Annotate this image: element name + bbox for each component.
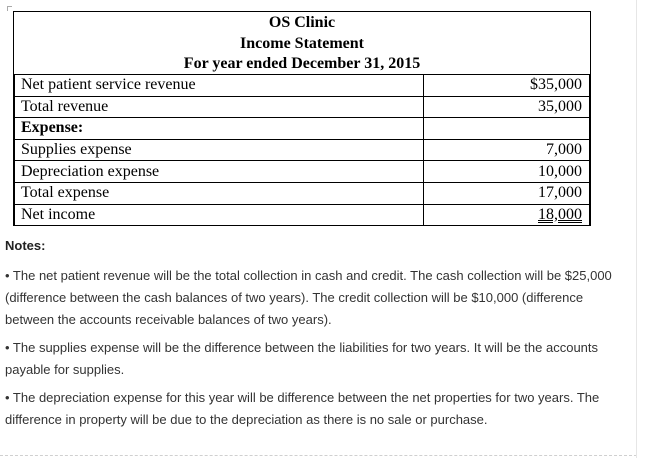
- table-row: [15, 204, 590, 226]
- row-amount: 10,000: [424, 161, 590, 183]
- row-amount: 17,000: [424, 182, 590, 204]
- notes-title: Notes:: [5, 238, 46, 253]
- table-corner-mark: [7, 6, 12, 11]
- row-label: Depreciation expense: [15, 161, 424, 183]
- table-row: [15, 75, 590, 97]
- row-label: Supplies expense: [15, 139, 424, 161]
- note-item: • The supplies expense will be the difference between the liabilities for two years. It will be the accounts payable for supplies.: [5, 340, 599, 377]
- statement-period: For year ended December 31, 2015: [183, 55, 421, 72]
- right-border: [636, 0, 637, 458]
- row-amount: 35,000: [424, 96, 590, 118]
- statement-header: [14, 12, 590, 74]
- statement-table: [14, 74, 590, 226]
- income-statement: [13, 11, 591, 226]
- notes-section: [5, 238, 620, 437]
- section-label-expense: Expense:: [15, 118, 424, 140]
- clinic-name: OS Clinic: [268, 14, 336, 31]
- row-label: Total expense: [15, 182, 424, 204]
- row-label: Net patient service revenue: [15, 75, 424, 97]
- row-amount-net-income: [424, 204, 590, 226]
- row-label: Total revenue: [15, 96, 424, 118]
- table-row: [15, 161, 590, 183]
- table-row: [15, 96, 590, 118]
- table-row: [15, 118, 590, 140]
- row-amount: 7,000: [424, 139, 590, 161]
- note-item: • The depreciation expense for this year will be difference between the net properties for two years. The difference in property will be due to the depreciation as there is no sale or purchase.: [5, 390, 600, 427]
- row-amount: [424, 118, 590, 140]
- row-amount: $35,000: [424, 75, 590, 97]
- bottom-divider: [0, 455, 637, 456]
- net-income-value: 18,000: [538, 205, 582, 223]
- row-label: Net income: [15, 204, 424, 226]
- note-item: • The net patient revenue will be the total collection in cash and credit. The cash collection will be $25,000 (difference between the cash balances of two years). The credit collection will be $10,000 (difference between the accounts receivable balances of two years).: [5, 268, 612, 327]
- statement-title: Income Statement: [240, 34, 364, 52]
- table-row: [15, 182, 590, 204]
- table-row: [15, 139, 590, 161]
